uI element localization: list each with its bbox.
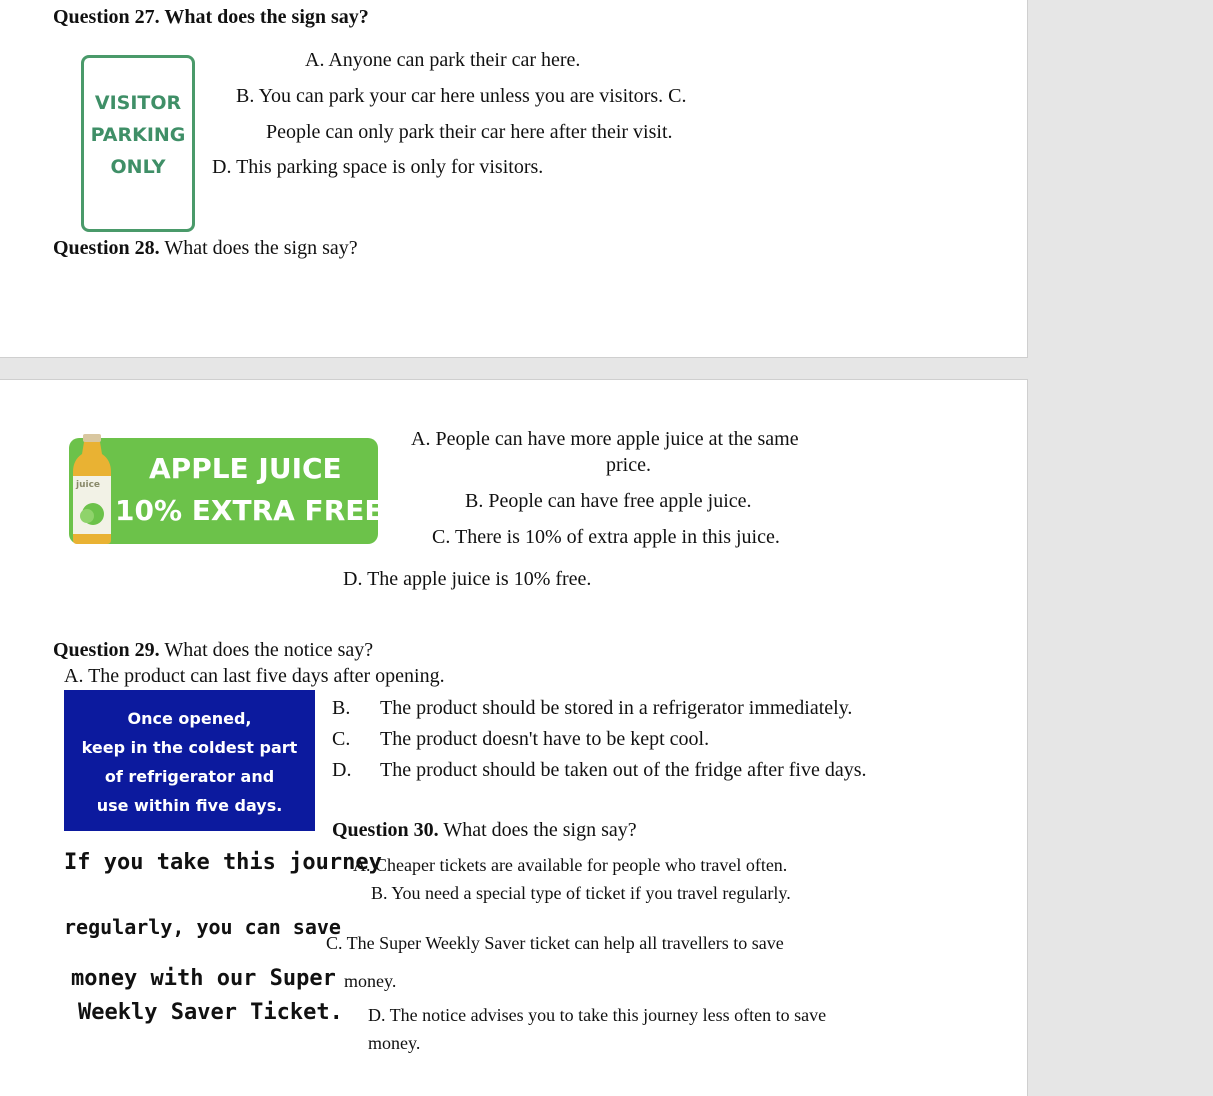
q30-option-c-cont: money. bbox=[344, 971, 397, 991]
q28-option-d: D. The apple juice is 10% free. bbox=[343, 568, 592, 590]
q29-option-d bbox=[332, 759, 867, 782]
q30-option-a: A. Cheaper tickets are available for people who travel often. bbox=[353, 855, 788, 875]
notice-line-3: of refrigerator and bbox=[104, 767, 275, 786]
q29-option-d-letter: D. bbox=[332, 759, 352, 781]
apple-juice-title: APPLE JUICE bbox=[149, 452, 342, 485]
question-29-number: Question 29. bbox=[53, 639, 160, 661]
question-30-number: Question 30. bbox=[332, 819, 439, 841]
q29-option-c-letter: C. bbox=[332, 728, 351, 750]
apple-juice-sign bbox=[69, 438, 384, 544]
question-29-prompt: What does the notice say? bbox=[159, 639, 374, 661]
notice-line-4: use within five days. bbox=[96, 796, 283, 815]
question-27-prompt: What does the sign say? bbox=[159, 6, 369, 28]
q29-option-b bbox=[332, 697, 852, 720]
notice-line-2: keep in the coldest part bbox=[81, 738, 298, 757]
q29-option-c bbox=[332, 728, 709, 751]
q29-option-a: A. The product can last five days after opening. bbox=[64, 665, 445, 687]
q29-option-b-letter: B. bbox=[332, 697, 351, 719]
q28-option-c: C. There is 10% of extra apple in this juice. bbox=[432, 526, 780, 548]
question-27-number: Question 27. bbox=[53, 6, 160, 28]
fridge-notice bbox=[64, 690, 315, 831]
sign-line-parking: PARKING bbox=[90, 124, 186, 146]
q30-option-d: D. The notice advises you to take this journey less often to save bbox=[368, 1005, 827, 1025]
question-30-prompt: What does the sign say? bbox=[438, 819, 637, 841]
q29-option-d-text: The product should be taken out of the fridge after five days. bbox=[380, 759, 867, 781]
q28-option-a: A. People can have more apple juice at the same bbox=[411, 428, 799, 450]
bottle-label: juice bbox=[76, 480, 101, 490]
visitor-parking-sign bbox=[81, 55, 195, 232]
journey-sign-line-3: money with our Super bbox=[71, 966, 336, 991]
journey-sign-line-1: If you take this journey bbox=[64, 850, 382, 875]
q27-option-b: B. You can park your car here unless you are visitors. C. bbox=[236, 85, 687, 107]
q27-option-c: People can only park their car here after their visit. bbox=[266, 121, 673, 143]
extra-free-text: 10% EXTRA FREE bbox=[115, 494, 384, 527]
q29-option-b-text: The product should be stored in a refrigerator immediately. bbox=[380, 697, 853, 719]
q30-option-d-cont: money. bbox=[368, 1033, 421, 1053]
sign-line-visitor: VISITOR bbox=[94, 92, 182, 114]
question-28-number: Question 28. bbox=[53, 237, 160, 259]
journey-sign-line-2: regularly, you can save bbox=[64, 915, 341, 939]
q30-option-c: C. The Super Weekly Saver ticket can help all travellers to save bbox=[326, 933, 784, 953]
juice-bottle-icon bbox=[69, 432, 115, 548]
question-29-heading bbox=[53, 639, 373, 662]
journey-sign-line-4: Weekly Saver Ticket. bbox=[78, 1000, 343, 1025]
q27-option-a: A. Anyone can park their car here. bbox=[305, 49, 581, 71]
question-27-heading bbox=[53, 6, 369, 29]
notice-line-1: Once opened, bbox=[127, 709, 252, 728]
q29-option-c-text: The product doesn't have to be kept cool. bbox=[380, 728, 710, 750]
question-28-heading bbox=[53, 237, 358, 260]
q28-option-a-cont: price. bbox=[606, 454, 651, 476]
q27-option-d: D. This parking space is only for visitors. bbox=[212, 156, 544, 178]
q30-option-b: B. You need a special type of ticket if you travel regularly. bbox=[371, 883, 791, 903]
question-28-prompt: What does the sign say? bbox=[159, 237, 358, 259]
sign-line-only: ONLY bbox=[110, 156, 166, 178]
question-30-heading bbox=[332, 819, 637, 842]
q28-option-b: B. People can have free apple juice. bbox=[465, 490, 752, 512]
